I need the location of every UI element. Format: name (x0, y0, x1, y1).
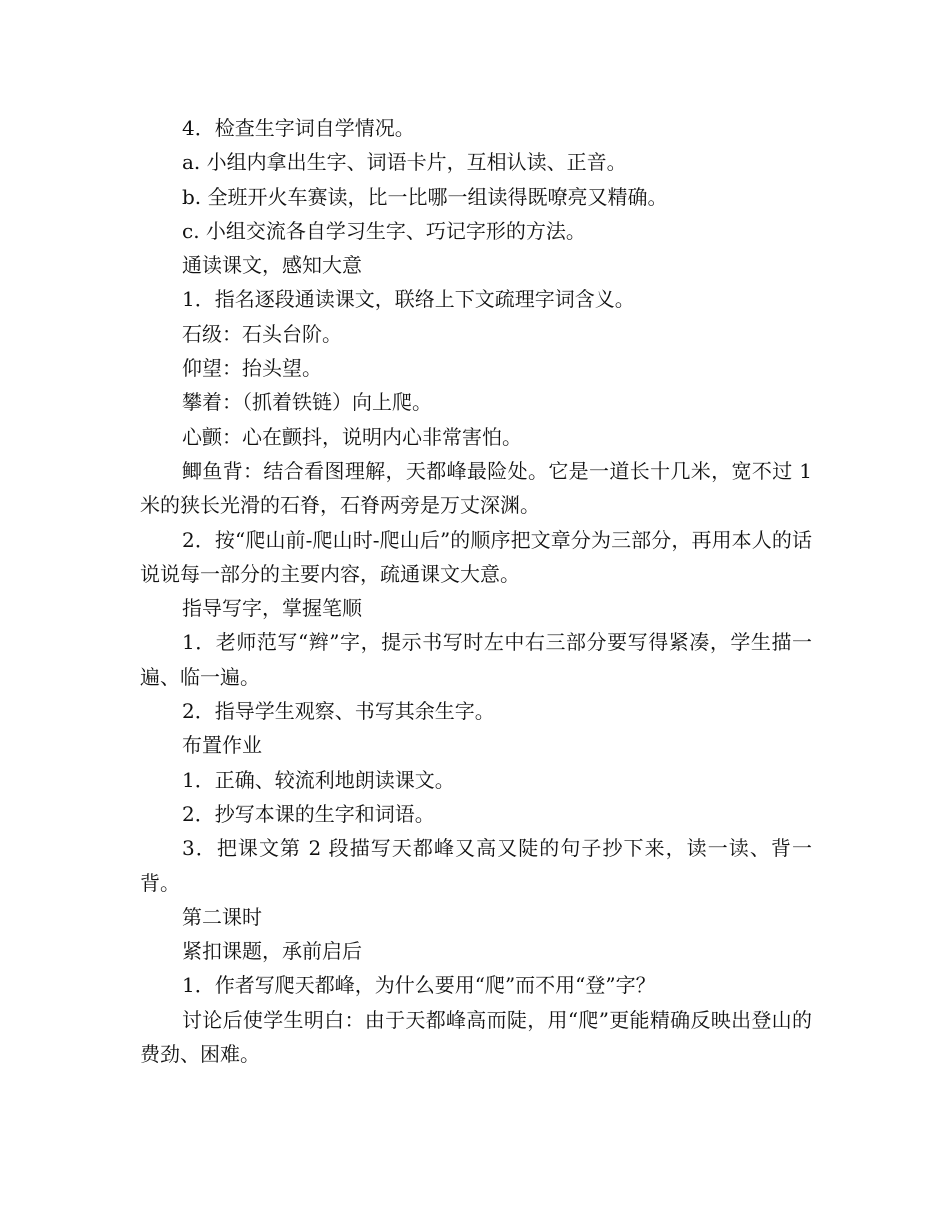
paragraph-read-2: 2．按“爬山前-爬山时-爬山后”的顺序把文章分为三部分，再用本人的话说说每一部分的主要内容，疏通课文大意。 (140, 527, 812, 586)
paragraph-read-1: 1．指名逐段通读课文，联络上下文疏理字词含义。 (182, 287, 635, 312)
paragraph-step-b: b. 全班开火车赛读，比一比哪一组读得既嘹亮又精确。 (182, 184, 668, 209)
section-heading-topic: 紧扣课题，承前启后 (182, 939, 362, 964)
section-heading-writing: 指导写字，掌握笔顺 (182, 596, 362, 621)
vocab-yangwang: 仰望：抬头望。 (182, 356, 322, 381)
vocab-shiji: 石级：石头台阶。 (182, 321, 342, 346)
section-heading-second-lesson: 第二课时 (182, 904, 262, 929)
vocab-jiyubei: 鲫鱼背：结合看图理解，天都峰最险处。它是一道长十几米，宽不过 1 米的狭长光滑的石脊，石脊两旁是万丈深渊。 (140, 458, 812, 518)
paragraph-step-a: a. 小组内拿出生字、词语卡片，互相认读、正音。 (182, 150, 627, 175)
paragraph-check-vocab: 4．检查生字词自学情况。 (182, 116, 415, 140)
homework-item-3: 3．把课文第 2 段描写天都峰又高又陡的句子抄下来，读一读、背一背。 (140, 836, 812, 895)
section-heading-read-text: 通读课文，感知大意 (182, 253, 362, 278)
paragraph-topic-discussion: 讨论后使学生明白：由于天都峰高而陡，用“爬”更能精确反映出登山的费劲、困难。 (140, 1007, 812, 1067)
section-heading-homework: 布置作业 (182, 733, 262, 758)
homework-item-2: 2．抄写本课的生字和词语。 (182, 801, 435, 826)
document-page (140, 111, 812, 1071)
paragraph-writing-2: 2．指导学生观察、书写其余生字。 (182, 699, 495, 724)
vocab-xinchan: 心颤：心在颤抖，说明内心非常害怕。 (182, 424, 522, 449)
paragraph-topic-1: 1．作者写爬天都峰，为什么要用“爬”而不用“登”字？ (182, 973, 656, 998)
vocab-panzhe: 攀着：（抓着铁链）向上爬。 (182, 390, 432, 415)
paragraph-writing-1: 1．老师范写“辫”字，提示书写时左中右三部分要写得紧凑，学生描一遍、临一遍。 (140, 630, 812, 689)
paragraph-step-c: c. 小组交流各自学习生字、巧记字形的方法。 (182, 218, 586, 243)
homework-item-1: 1．正确、较流利地朗读课文。 (182, 767, 455, 792)
